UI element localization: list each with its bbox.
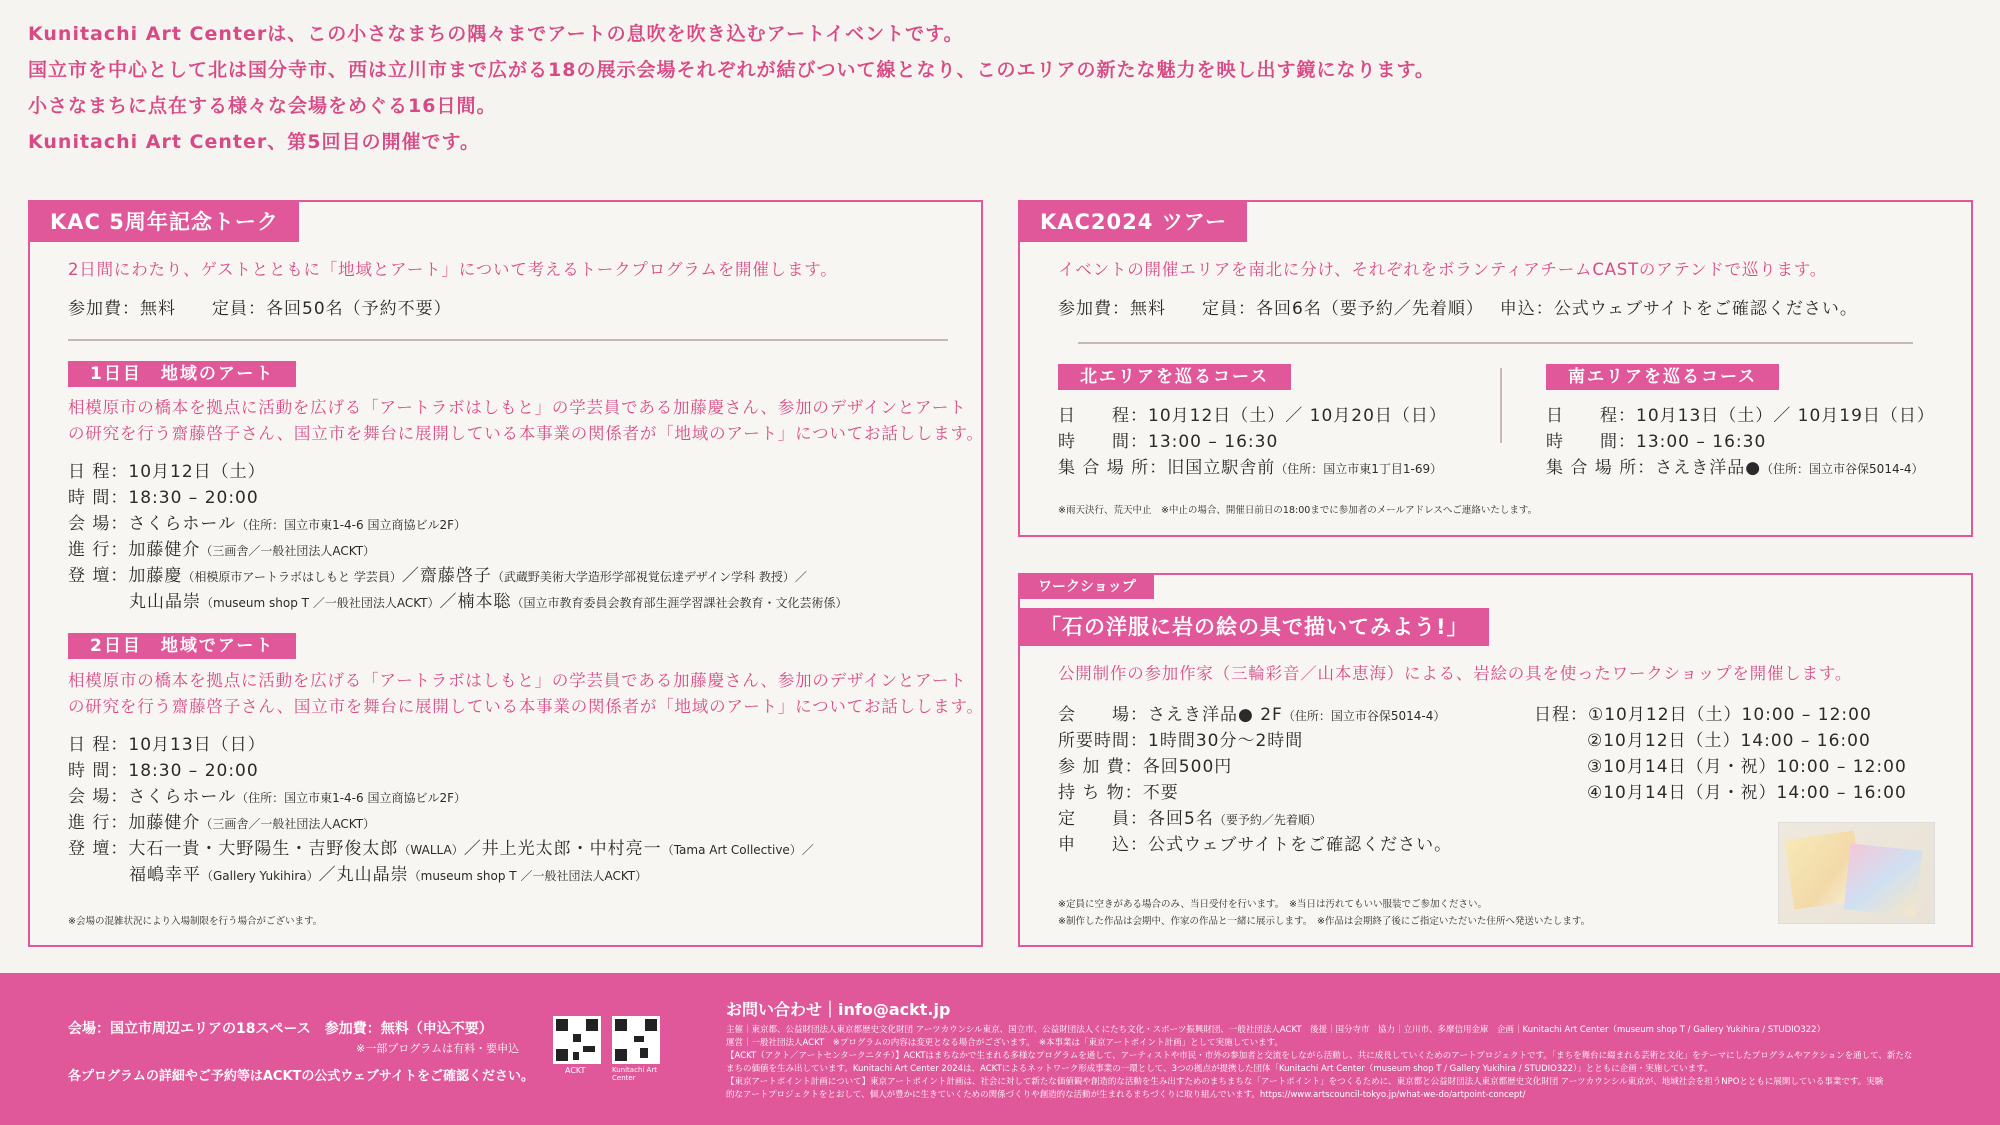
day2-speakers-cont [129,863,647,888]
divider [1078,342,1913,344]
north-meet [1058,456,1442,481]
workshop-capacity [1058,807,1322,832]
day2-host-affil: （三画舎／一般社団法人ACKT） [200,817,376,831]
tour-note: ※雨天決行、荒天中止 ※中止の場合、開催日前日の18:00までに参加者のメールアドレスへご連絡いたします。 [1058,505,1538,516]
qr-label: ACKT [565,1066,586,1075]
speaker-affil: （museum shop T ／一般社団法人ACKT） [408,869,648,883]
day1-host-affil: （三画舎／一般社団法人ACKT） [200,544,376,558]
speaker-name: ／齋藤啓子 [401,566,492,586]
workshop-lead: 公開制作の参加作家（三輪彩音／山本恵海）による、岩絵の具を使ったワークショップを開催します。 [1058,664,1853,683]
speaker-name: 登 壇：大石一貴・大野陽生・吉野俊太郎 [68,839,399,859]
workshop-duration: 所要時間：1時間30分～2時間 [1058,731,1304,751]
footer-fee-note: ※一部プログラムは有料・要申込 [356,1042,520,1055]
talk-panel [28,200,983,947]
workshop-title: 「石の洋服に岩の絵の具で描いてみよう!」 [1020,608,1489,646]
south-meet-place: 集 合 場 所：さえき洋品● [1546,458,1762,478]
day2-desc: 相模原市の橋本を拠点に活動を広げる「アートラボはしもと」の学芸員である加藤慶さん、参加のデザインとアート [68,671,967,690]
day1-date: 日 程：10月12日（土） [68,462,266,482]
day2-tag: 2日目 地域でアート [68,633,296,659]
workshop-bring: 持 ち 物：不要 [1058,783,1179,803]
day2-venue [68,785,466,810]
south-course-tag: 南エリアを巡るコース [1546,364,1779,390]
talk-fee: 参加費：無料 定員：各回50名（予約不要） [68,299,452,319]
workshop-note: ※制作した作品は会期中、作家の作品と一緒に展示します。 ※作品は会期終了後にご指定いただいた住所へ発送いたします。 [1058,916,1591,927]
workshop-venue-address: （住所：国立市谷保5014-4） [1282,709,1446,723]
day1-desc: 相模原市の橋本を拠点に活動を広げる「アートラボはしもと」の学芸員である加藤慶さん、参加のデザインとアート [68,398,967,417]
workshop-schedule: ④10月14日（月・祝）14:00 – 16:00 [1587,783,1907,803]
intro-line: Kunitachi Art Centerは、この小さなまちの隅々までアートの息吹を吹き込むアートイベントです。 [28,23,964,45]
intro-line: 国立市を中心として北は国分寺市、西は立川市まで広がる18の展示会場それぞれが結びついて線となり、このエリアの新たな魅力を映し出す鏡になります。 [28,59,1435,81]
tour-panel [1018,200,1973,537]
workshop-schedule: ③10月14日（月・祝）10:00 – 12:00 [1587,757,1907,777]
contact-email[interactable]: お問い合わせ｜info@ackt.jp [726,1000,951,1019]
day1-tag: 1日目 地域のアート [68,361,296,387]
credits-line: まちの価値を生み出しています。Kunitachi Art Center 2024は、ACKTによるネットワーク形成事業の一環として、3つの拠点が提携した団体「Kunitachi Art Center（museum shop T / Gallery Yukihira / STUDIO322）」とともに企画・実施しています。 [726,1064,1713,1074]
credits-line: 主催｜東京都、公益財団法人東京都歴史文化財団 アーツカウンシル東京、国立市、公益財団法人くにたち文化・スポーツ振興財団、一般社団法人ACKT 後援｜国分寺市 協力｜立川市、多摩信用金庫 企画｜Kunitachi Art Center（museum shop T / Gallery Yukihira / STUDIO322） [726,1025,1826,1035]
intro-line: Kunitachi Art Center、第5回目の開催です。 [28,131,480,153]
footer-detail: 各プログラムの詳細やご予約等はACKTの公式ウェブサイトをご確認ください。 [68,1069,534,1084]
day2-desc: の研究を行う齋藤啓子さん、国立市を舞台に展開している本事業の関係者が「地域のアート」についてお話しします。 [68,697,984,716]
north-meet-address: （住所：国立市東1丁目1-69） [1275,462,1443,476]
south-meet-address: （住所：国立市谷保5014-4） [1761,462,1924,476]
talk-note: ※会場の混雑状況により入場制限を行う場合がございます。 [68,916,323,927]
south-date: 日 程：10月13日（土）／ 10月19日（日） [1546,406,1935,426]
north-date: 日 程：10月12日（土）／ 10月20日（日） [1058,406,1447,426]
day1-venue [68,512,466,537]
day1-desc: の研究を行う齋藤啓子さん、国立市を舞台に展開している本事業の関係者が「地域のアート」についてお話しします。 [68,424,984,443]
speaker-affil: （Gallery Yukihira） [201,869,319,883]
speaker-affil: （museum shop T ／一般社団法人ACKT） [201,596,440,610]
north-time: 時 間：13:00 – 16:30 [1058,432,1279,452]
speaker-affil: （武蔵野美術大学造形学部視覚伝達デザイン学科 教授）／ [491,570,807,584]
talk-lead: 2日間にわたり、ゲストとともに「地域とアート」について考えるトークプログラムを開催します。 [68,260,838,279]
workshop-note: ※定員に空きがある場合のみ、当日受付を行います。 ※当日は汚れてもいい服装でご参加ください。 [1058,899,1487,910]
north-course-tag: 北エリアを巡るコース [1058,364,1291,390]
day1-venue-name: 会 場：さくらホール [68,514,237,534]
footer [0,973,2000,1125]
tour-tab-title: KAC2024 ツアー [1020,202,1247,242]
credits-line: 運営｜一般社団法人ACKT ※プログラムの内容は変更となる場合がございます。 ※本事業は「東京アートポイント計画」として実施しています。 [726,1038,1284,1048]
workshop-venue [1058,703,1445,728]
day2-speakers [68,837,814,862]
speaker-affil: （相模原市アートラボはしもと 学芸員） [182,570,402,584]
speaker-name: ／井上光太郎・中村亮一 [463,839,662,859]
tour-lead: イベントの開催エリアを南北に分け、それぞれをボランティアチームCASTのアテンドで巡ります。 [1058,260,1828,279]
day1-host-name: 進 行：加藤健介 [68,540,201,560]
workshop-venue-name: 会 場：さえき洋品● 2F [1058,705,1283,725]
qr-code-icon[interactable] [612,1016,660,1064]
day1-speakers [68,564,807,589]
day2-time: 時 間：18:30 – 20:00 [68,761,259,781]
day1-venue-address: （住所：国立市東1-4-6 国立商協ビル2F） [236,518,466,532]
credits-line: 【東京アートポイント計画について】東京アートポイント計画は、社会に対して新たな価値観や創造的な活動を生み出すためのまちまちな「アートポイント」をつくるために、東京都と公益財団法人東京都歴史文化財団 アーツカウンシル東京が、地域社会を担うNPOとともに展開している事業です。実験 [726,1077,1884,1087]
day2-host-name: 進 行：加藤健介 [68,813,201,833]
divider [1500,368,1502,443]
speaker-affil: （WALLA） [398,843,464,857]
workshop-fee: 参 加 費：各回500円 [1058,757,1233,777]
speaker-name: ／楠本聡 [439,592,512,612]
speaker-affil: （Tama Art Collective）／ [661,843,814,857]
day2-date: 日 程：10月13日（日） [68,735,266,755]
speaker-affil: （国立市教育委員会教育部生涯学習課社会教育・文化芸術係） [511,596,848,610]
talk-tab-title: KAC 5周年記念トーク [30,202,299,242]
day1-host [68,538,375,563]
tour-fee: 参加費：無料 定員：各回6名（要予約／先着順） 申込：公式ウェブサイトをご確認ください。 [1058,299,1858,319]
workshop-capacity-value: 定 員：各回5名 [1058,809,1214,829]
intro-text [28,22,1435,166]
workshop-apply: 申 込：公式ウェブサイトをご確認ください。 [1058,835,1453,855]
qr-label: Kunitachi Art Center [612,1066,657,1082]
speaker-name: 福嶋幸平 [129,865,201,885]
workshop-schedule: ②10月12日（土）14:00 – 16:00 [1587,731,1871,751]
north-meet-place: 集 合 場 所：旧国立駅舎前 [1058,458,1276,478]
speaker-name: 登 壇：加藤慶 [68,566,183,586]
day2-venue-address: （住所：国立市東1-4-6 国立商協ビル2F） [236,791,466,805]
credits-line: 【ACKT（アクト／アートセンタークニタチ）】ACKTはまちなかで生まれる多様なプログラムを通して、アーティストや市民・市外の参加者と交流をしながら活動し、共に成長していくためのアートプロジェクトです。「まちを舞台に綴まれる芸術と文化」をテーマにしたプログラムやアクションを通して、新たな [726,1051,1913,1061]
workshop-label: ワークショップ [1020,575,1154,599]
qr-code-icon[interactable] [553,1016,601,1064]
day2-host [68,811,375,836]
intro-line: 小さなまちに点在する様々な会場をめぐる16日間。 [28,95,497,117]
south-time: 時 間：13:00 – 16:30 [1546,432,1767,452]
workshop-schedule: 日程：①10月12日（土）10:00 – 12:00 [1534,705,1872,725]
south-meet [1546,456,1924,481]
speaker-name: 丸山晶崇 [129,592,201,612]
credits-line: 的なアートプロジェクトをとおして、個人が豊かに生きていくための関係づくりや創造的な活動が生まれるまちづくりに取り組んでいます。https://www.artscouncil-tokyo.jp/what-we-do/artpoint-concept/ [726,1090,1526,1100]
footer-venue-fee: 会場：国立市周辺エリアの18スペース 参加費：無料（申込不要） [68,1021,493,1037]
workshop-artwork-photo [1778,822,1935,924]
divider [68,339,948,341]
workshop-capacity-note: （要予約／先着順） [1213,813,1322,827]
speaker-name: ／丸山晶崇 [318,865,409,885]
day2-venue-name: 会 場：さくらホール [68,787,237,807]
day1-time: 時 間：18:30 – 20:00 [68,488,259,508]
day1-speakers-cont [129,590,847,615]
